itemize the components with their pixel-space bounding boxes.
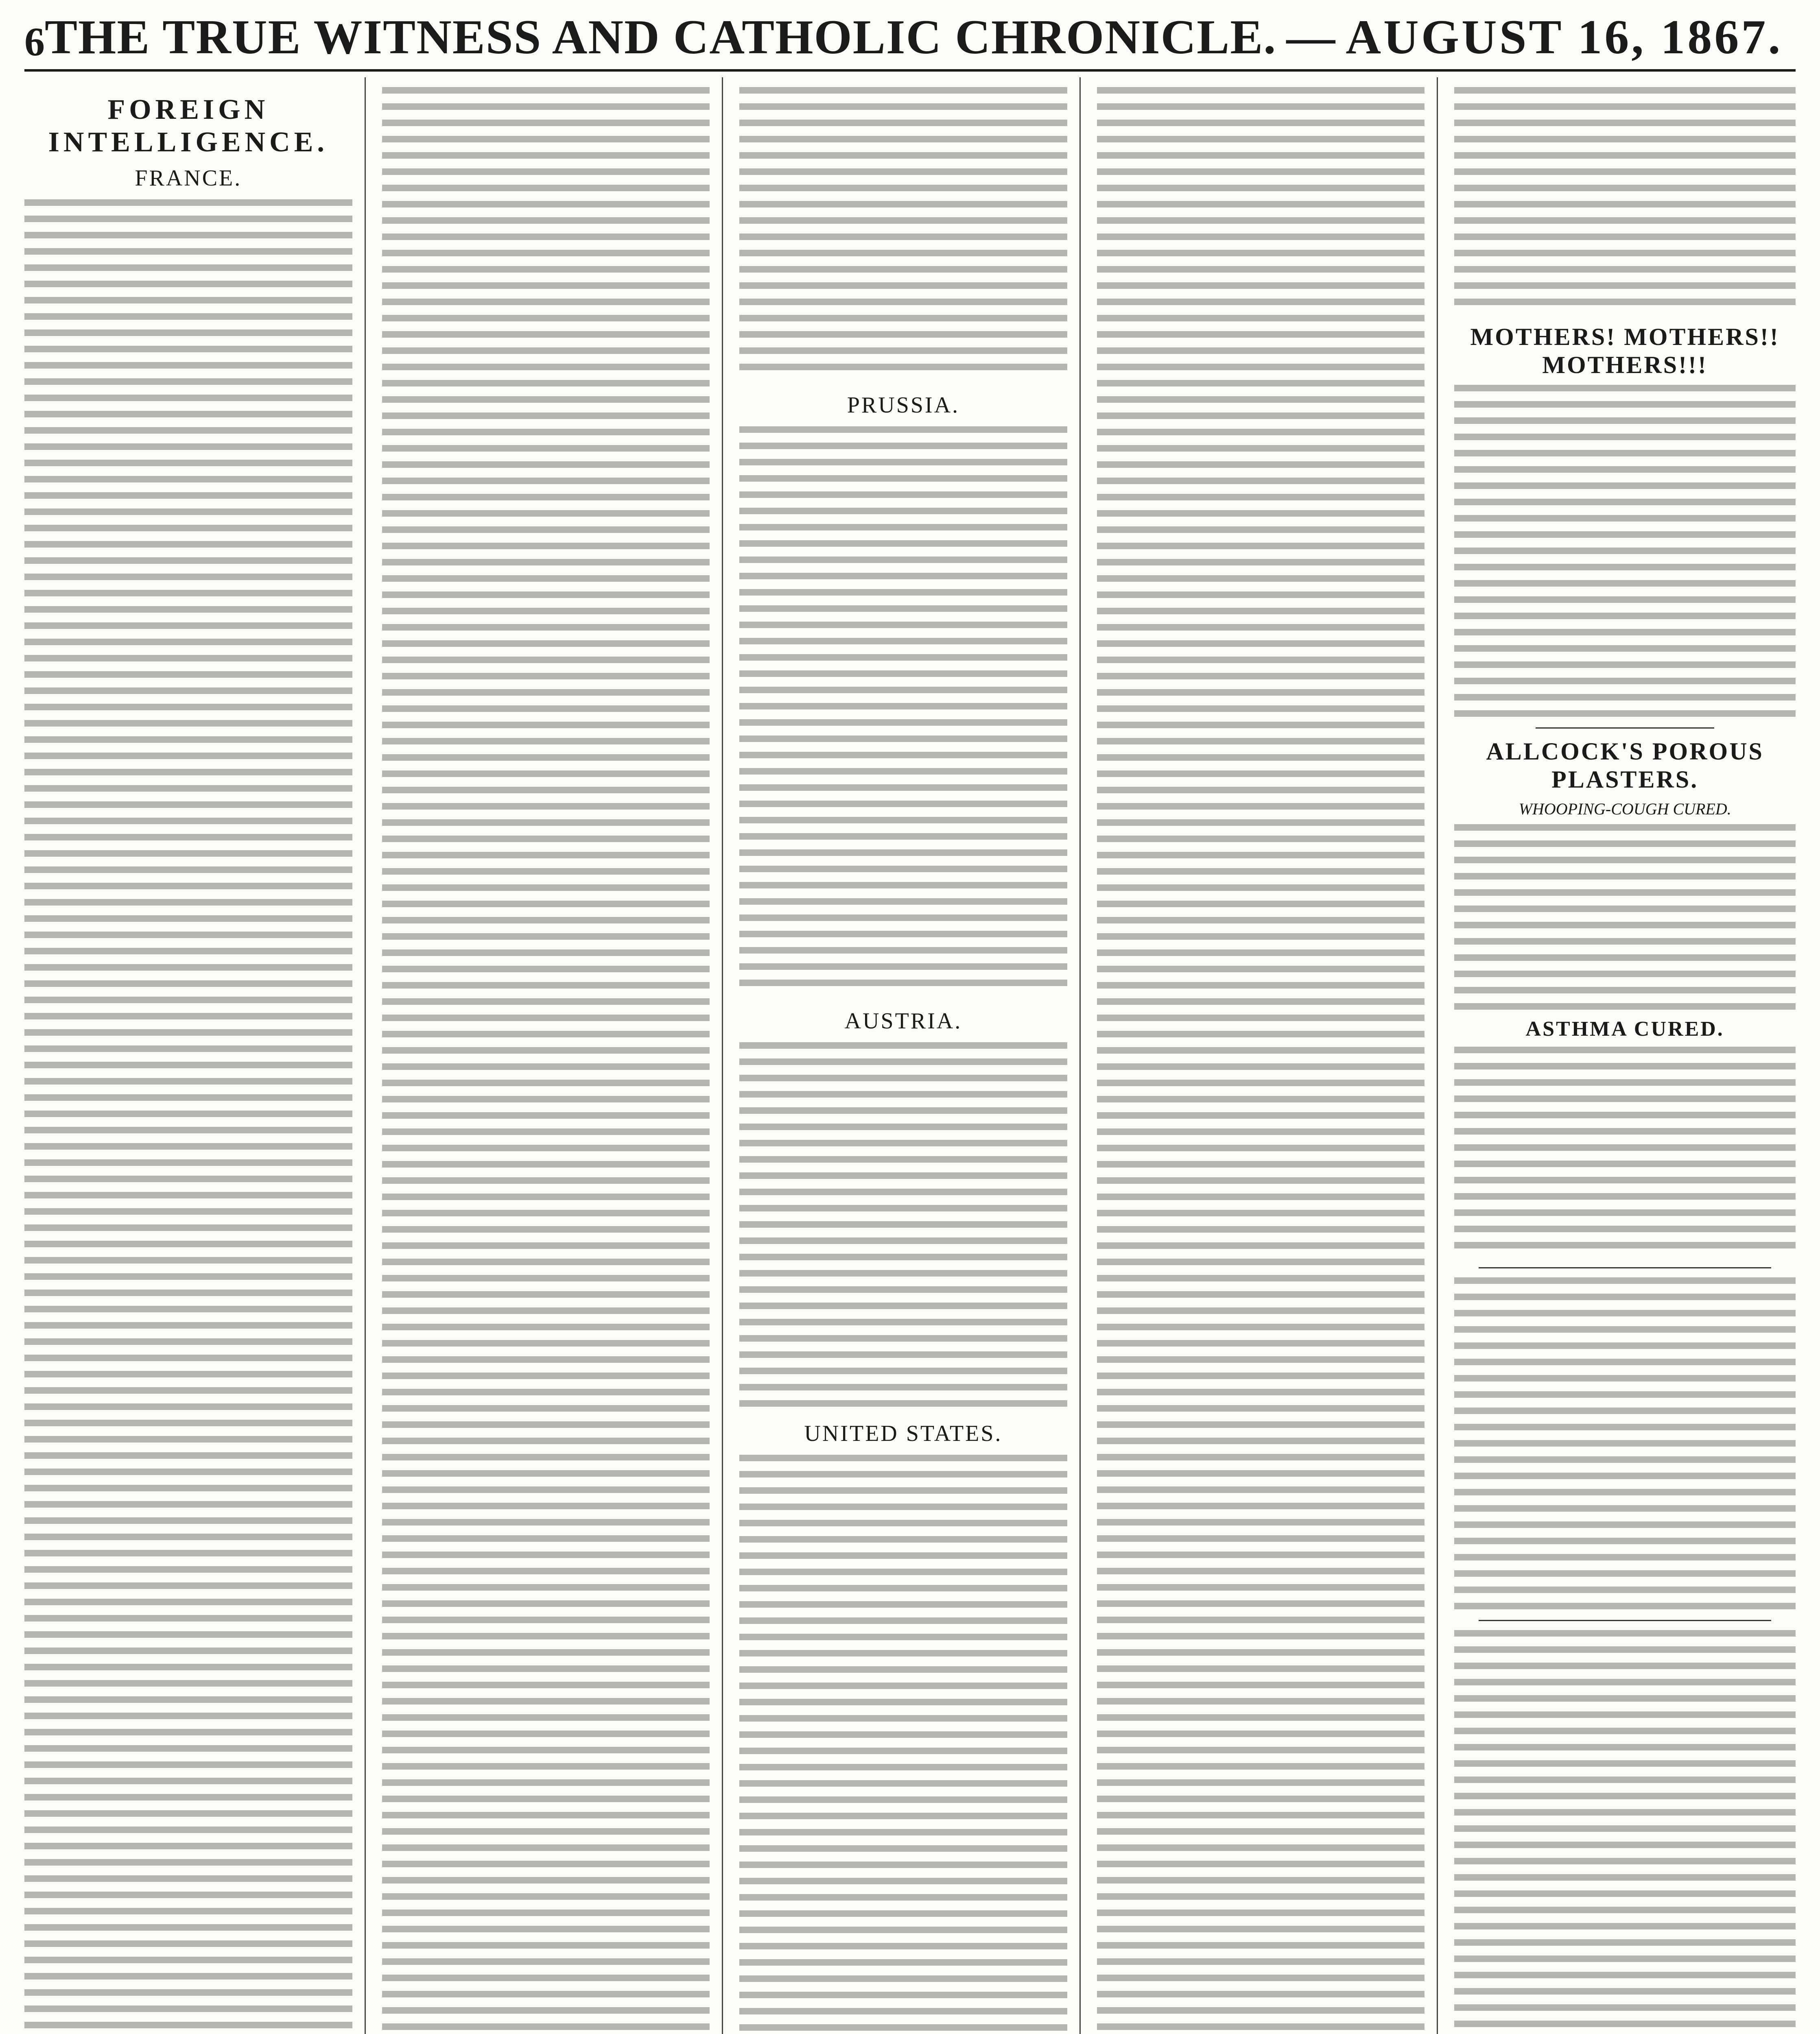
column-3 bbox=[739, 77, 1081, 2034]
austria-heading: AUSTRIA. bbox=[844, 1008, 962, 1034]
mothers-text bbox=[1454, 385, 1796, 718]
title-name: THE TRUE WITNESS AND CATHOLIC CHRONICLE. bbox=[45, 10, 1277, 64]
united-states-articles bbox=[739, 1455, 1067, 2034]
masthead bbox=[24, 8, 1796, 72]
foreign-intelligence-heading: FOREIGN INTELLIGENCE. bbox=[48, 94, 328, 158]
ad-florida-water bbox=[1454, 1277, 1796, 1611]
column-2 bbox=[382, 77, 723, 2034]
france-heading: FRANCE. bbox=[135, 166, 242, 191]
ad-liver-complaint bbox=[1454, 1630, 1796, 2034]
columns bbox=[24, 77, 1796, 2034]
france-articles bbox=[24, 199, 352, 2034]
divider bbox=[1479, 1267, 1771, 1268]
column-1 bbox=[24, 77, 366, 2034]
divider bbox=[1479, 1620, 1771, 1621]
asthma-text bbox=[1454, 1047, 1796, 1258]
florida-water-text bbox=[1454, 1277, 1796, 1611]
divider bbox=[1536, 727, 1714, 729]
newspaper-title bbox=[45, 9, 1783, 69]
united-states-heading: UNITED STATES. bbox=[804, 1421, 1003, 1446]
allcock-heading: ALLCOCK'S POROUS PLASTERS. bbox=[1486, 738, 1764, 793]
issue-date: AUGUST 16, 1867. bbox=[1346, 10, 1783, 64]
austria-articles bbox=[739, 1042, 1067, 1408]
ad-mothers bbox=[1454, 323, 1796, 718]
italy-continued bbox=[382, 87, 710, 2034]
page-number: 6 bbox=[24, 19, 45, 64]
germany-continued bbox=[739, 87, 1067, 380]
mothers-heading: MOTHERS! MOTHERS!! MOTHERS!!! bbox=[1470, 323, 1780, 378]
prussia-heading: PRUSSIA. bbox=[847, 393, 960, 418]
asthma-heading: ASTHMA CURED. bbox=[1525, 1017, 1724, 1041]
column-4 bbox=[1097, 77, 1438, 2034]
allcock-text bbox=[1454, 824, 1796, 1011]
liver-complaint-text bbox=[1454, 1630, 1796, 2034]
united-states-continued bbox=[1097, 87, 1425, 2034]
prussia-articles bbox=[739, 426, 1067, 996]
misc-items bbox=[1454, 87, 1796, 315]
title-separator: — bbox=[1286, 10, 1336, 64]
column-5 bbox=[1454, 77, 1796, 2034]
ad-allcock bbox=[1454, 738, 1796, 1258]
allcock-subheading: WHOOPING-COUGH CURED. bbox=[1518, 800, 1731, 818]
